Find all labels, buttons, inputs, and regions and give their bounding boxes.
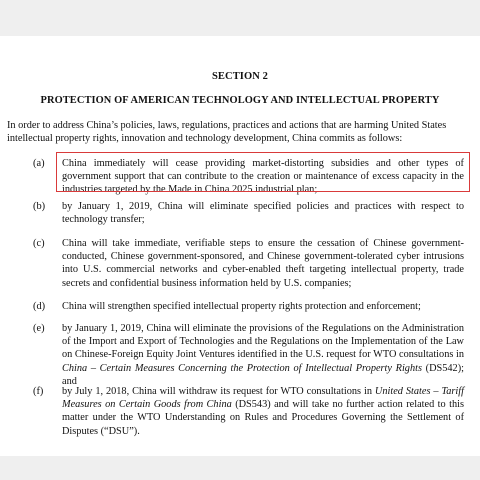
item-text-a: China immediately will cease providing market-distorting subsidies and other types of government support that can contribute to the creation or maintenance of excess capacity in the industries targeted by the Made in China 2025 industrial plan; [62, 158, 464, 196]
item-text-f-part1: by July 1, 2018, China will withdraw its request for WTO consultations in [62, 386, 375, 397]
item-text-e-case-title: China – Certain Measures Concerning the Protection of Intellectual Property Rights [62, 362, 422, 374]
item-text-e-part2: (DS542); and [62, 362, 464, 387]
item-label-b: (b) [33, 201, 46, 212]
section-title: SECTION 2 [211, 71, 269, 82]
item-text-e [62, 322, 464, 388]
item-label-a: (a) [33, 158, 45, 169]
document-page [0, 36, 480, 456]
item-text-d: China will strengthen specified intellectual property rights protection and enforcement; [62, 301, 421, 312]
item-text-c: China will take immediate, verifiable steps to ensure the cessation of Chinese government-conducted, Chinese government-sponsored, and Chinese government-tolerated cyber intrusions into U.S. commercial networks and cyber-enabled theft targeting intellectual property, trade secrets and confidential business information held by U.S. companies; [62, 238, 464, 289]
section-subtitle: PROTECTION OF AMERICAN TECHNOLOGY AND INTELLECTUAL PROPERTY [40, 95, 440, 106]
item-text-f [62, 385, 464, 438]
item-label-c: (c) [33, 238, 45, 249]
item-label-e: (e) [33, 323, 45, 334]
highlight-box [56, 152, 470, 192]
item-text-f-part2: (DS543) and will take no further action related to this matter under the WTO Understanding on Rules and Procedures Governing the Settlement of Disputes (“DSU”). [62, 399, 464, 437]
intro-paragraph: In order to address China’s policies, laws, regulations, practices and actions that are harming United States intellectual property rights, innovation and technology development, China commits as follows: [7, 120, 447, 144]
item-text-f-case-title: United States – Tariff Measures on Certain Goods from China [62, 386, 464, 411]
item-text-b: by January 1, 2019, China will eliminate specified policies and practices with respect to technology transfer; [62, 201, 464, 226]
item-label-f: (f) [33, 386, 44, 397]
item-label-d: (d) [33, 301, 46, 312]
item-text-e-part1: by January 1, 2019, China will eliminate the provisions of the Regulations on the Administration of the Import and Export of Technologies and the Regulations on the Implementation of the Law on Chinese-Foreign Equity Joint Ventures identified in the U.S. request for WTO consultations in [62, 323, 464, 361]
